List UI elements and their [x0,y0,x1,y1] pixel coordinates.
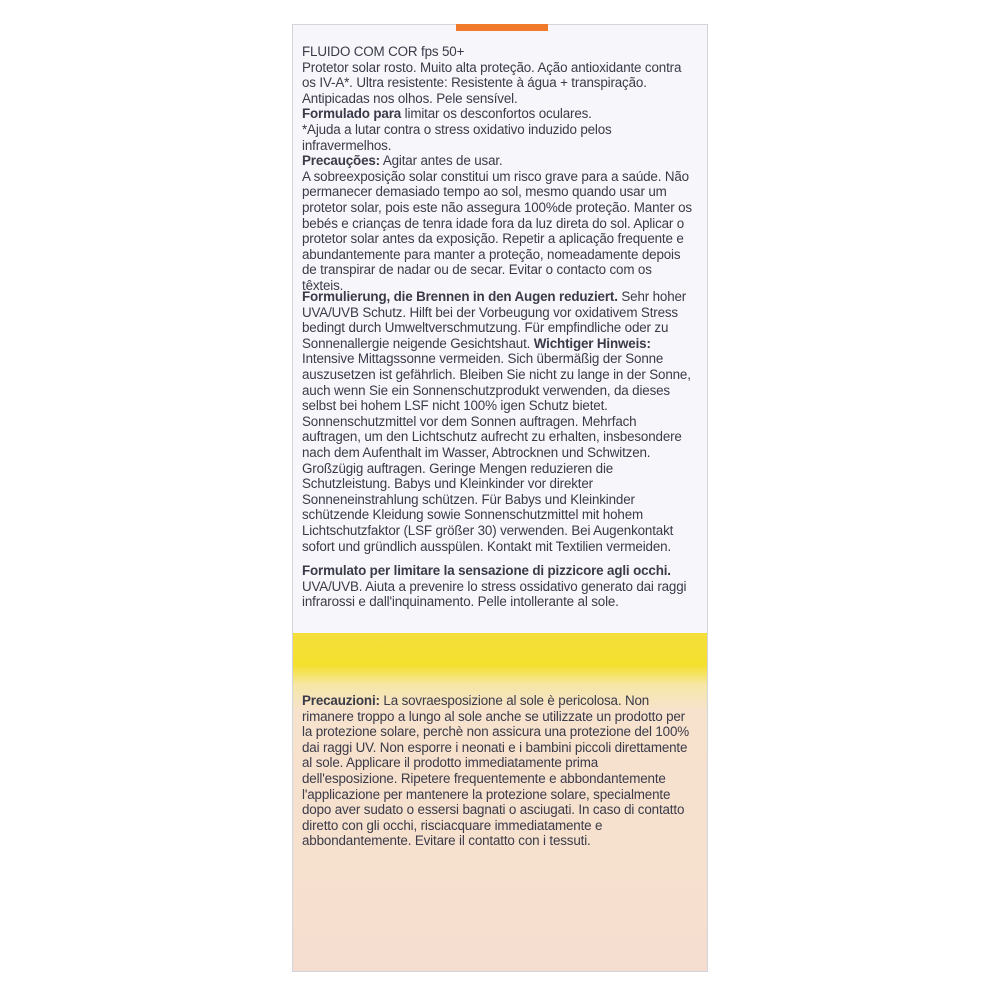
de-text-2: Intensive Mittagssonne vermeiden. Sich übermäßig der Sonne auszusetzen ist gefährlich. Bleiben Sie nicht zu lange in der Sonne, auch wenn Sie ein Sonnenschutzprodukt verwenden, da dieses selbst bei hohem LSF nicht 100% igen Schutz bietet. Sonnenschutzmittel vor dem Sonnen auftragen. Mehrfach auftragen, um den Lichtschutz aufrecht zu erhalten, insbesondere nach dem Aufenthalt im Wasser, Abtrocknen und Schwitzen. Großzügig auftragen. Geringe Mengen reduzieren die Schutzleistung. Babys und Kleinkinder vor direkter Sonneneinstrahlung schützen. Für Babys und Kleinkinder schützende Kleidung sowie Sonnenschutzmittel mit hohem Lichtschutzfaktor (LSF größer 30) verwenden. Bei Augenkontakt sofort und gründlich ausspülen. Kontakt mit Textilien vermeiden. [302,351,691,554]
pt-formulated-text: limitar os desconfortos oculares. [401,106,592,122]
pt-precautions-text: Agitar antes de usar. [380,153,503,169]
pt-warning: A sobreexposição solar constitui um risco grave para a saúde. Não permanecer demasiado tempo ao sol, mesmo quando usar um protetor solar, pois este não assegura 100%de proteção. Manter os bebés e crianças de tenra idade fora da luz direta do sol. Aplicar o protetor solar antes da exposição. Repetir a aplicação frequente e abundantemente para manter a proteção, nomeadamente depois de transpirar de nadar ou de secar. Evitar o contacto com os têxteis. [302,168,692,293]
pt-description: Protetor solar rosto. Muito alta proteção. Ação antioxidante contra os IV-A*. Ultra resistente: Resistente à água + transpiração. Antipicadas nos olhos. Pele sensível. [302,59,682,106]
it-precautions-label: Precauzioni: [302,693,380,708]
portuguese-section [302,44,694,294]
de-text-1: Sehr hoher UVA/UVB Schutz. Hilft bei der Vorbeugung vor oxidativem Stress bedingt durch Umweltverschmutzung. Für empfindliche oder zu Sonnenallergie neigende Gesichtshaut. [302,289,687,351]
orange-tab [456,24,548,31]
it-text: UVA/UVB. Aiuta a prevenire lo stress ossidativo generato dai raggi infrarossi e dall'inquinamento. Pelle intollerante al sole. [302,578,687,610]
pt-title: FLUIDO COM COR fps 50+ [302,44,465,59]
italian-precautions [302,693,694,849]
pt-precautions-label: Precauções: [302,153,380,169]
de-hint-label: Wichtiger Hinweis: [533,335,651,351]
german-section [302,289,694,554]
pt-note: *Ajuda a lutar contra o stress oxidativo induzido pelos infravermelhos. [302,121,612,153]
de-lead: Formulierung, die Brennen in den Augen reduziert. [302,289,618,304]
it-precautions-text: La sovraesposizione al sole è pericolosa. Non rimanere troppo a lungo al sole anche se utilizzate un prodotto per la protezione solare, perchè non assicura una protezione del 100% dai raggi UV. Non esporre i neonati e i bambini piccoli direttamente al sole. Applicare il prodotto immediatamente prima dell'esposizione. Ripetere frequentemente e abbondantemente l'applicazione per mantenere la protezione solare, specialmente dopo aver sudato o essersi bagnati o asciugati. In caso di contatto diretto con gli occhi, risciacquare immediatamente e abbondantemente. Evitare il contatto con i tessuti. [302,693,690,849]
it-lead: Formulato per limitare la sensazione di pizzicore agli occhi. [302,563,671,578]
italian-section [302,563,694,610]
pt-formulated-label: Formulado para [302,106,402,122]
